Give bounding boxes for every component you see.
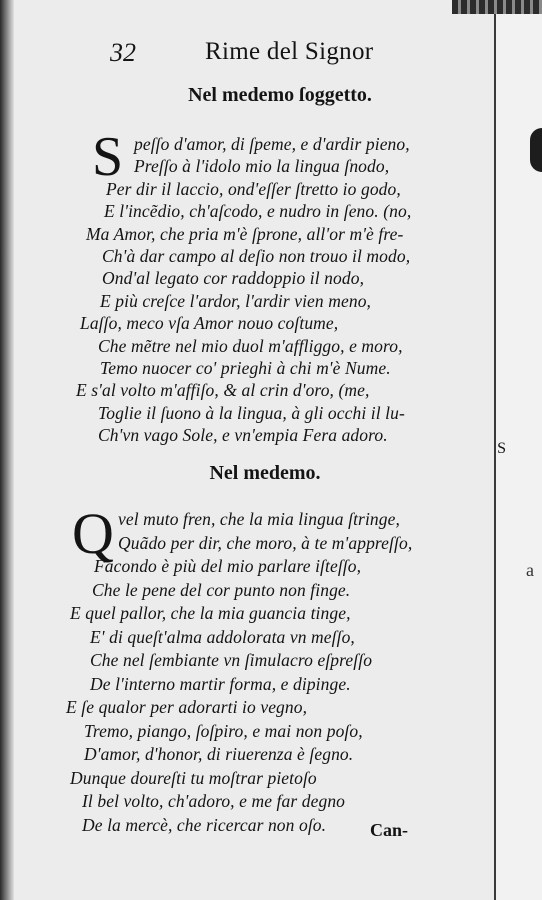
verse-line: Laſſo, meco vſa Amor nouo coſtume, (80, 313, 339, 334)
verse-line: Ond'al legato cor raddoppio il nodo, (102, 268, 365, 289)
verse-line: E ſe qualor per adorarti io vegno, (66, 697, 308, 717)
verse-line: E' di queſt'alma addolorata vn meſſo, (90, 626, 355, 647)
verse-line: De l'interno martir forma, e dipinge. (90, 673, 351, 694)
sonnet-1-title: Nel medemo ſoggetto. (188, 84, 372, 106)
verse-line: E più creſce l'ardor, l'ardir vien meno, (100, 290, 372, 311)
verse-line: Per dir il laccio, ond'eſſer ſtretto io godo, (106, 178, 401, 199)
page-header (30, 38, 490, 72)
page-gutter-shadow (0, 0, 14, 900)
verse-line: Toglie il ſuono à la lingua, à gli occhi il lu- (98, 402, 405, 423)
verse-line: Ch'à dar campo al deſio non trouo il modo, (102, 245, 411, 266)
verse-line: Preſſo à l'idolo mio la lingua ſnodo, (134, 156, 390, 177)
verse-line: Dunque doureſti tu moſtrar pietoſo (70, 767, 317, 788)
verse-line: Ma Amor, che pria m'è ſprone, all'or m'è fre- (86, 223, 404, 244)
page-number: 32 (110, 38, 136, 67)
verse-line: Tremo, piango, ſoſpiro, e mai non poſo, (84, 720, 363, 741)
sonnet-2-title: Nel medemo. (209, 462, 321, 484)
facing-page-mark: a (526, 560, 534, 580)
verse-line: Ch'vn vago Sole, e vn'empia Fera adoro. (98, 425, 388, 446)
verse-line: E l'incẽdio, ch'aſcodo, e nudro in ſeno. (no, (104, 201, 412, 222)
verse-line: Che le pene del cor punto non finge. (92, 579, 351, 600)
verse-line: E quel pallor, che la mia guancia tinge, (70, 603, 351, 623)
verse-line: Che nel ſembiante vn ſimulacro eſpreſſo (90, 650, 373, 670)
running-head: Rime del Signor (205, 38, 374, 65)
facing-page-letter: S (497, 440, 506, 457)
sonnet-2 (30, 501, 490, 837)
sonnet-1-dropcap: S (92, 126, 124, 188)
verse-line: peſſo d'amor, di ſpeme, e d'ardir pieno, (134, 134, 410, 154)
verse-line: Facondo è più del mio parlare iſteſſo, (94, 556, 362, 576)
ink-blot (530, 128, 542, 172)
verse-line: vel muto fren, che la mia lingua ſtringe, (118, 509, 400, 529)
binding-strip (452, 0, 542, 14)
verse-line: Temo nuocer co' prieghi à chi m'è Nume. (100, 357, 391, 378)
verse-line: Quãdo per dir, che moro, à te m'appreſſo, (118, 532, 413, 553)
verse-line: De la mercè, che ricercar non oſo. (82, 814, 327, 835)
verse-line: Che mẽtre nel mio duol m'affliggo, e moro, (98, 335, 403, 356)
catchword: Can- (370, 820, 409, 840)
verse-line: E s'al volto m'affiſo, & al crin d'oro, (me, (76, 380, 370, 401)
verse-line: D'amor, d'honor, di riuerenza è ſegno. (84, 744, 354, 764)
verse-line: Il bel volto, ch'adoro, e me far degno (82, 791, 346, 811)
sonnet-1 (30, 126, 490, 446)
sonnet-2-dropcap: Q (72, 501, 114, 566)
